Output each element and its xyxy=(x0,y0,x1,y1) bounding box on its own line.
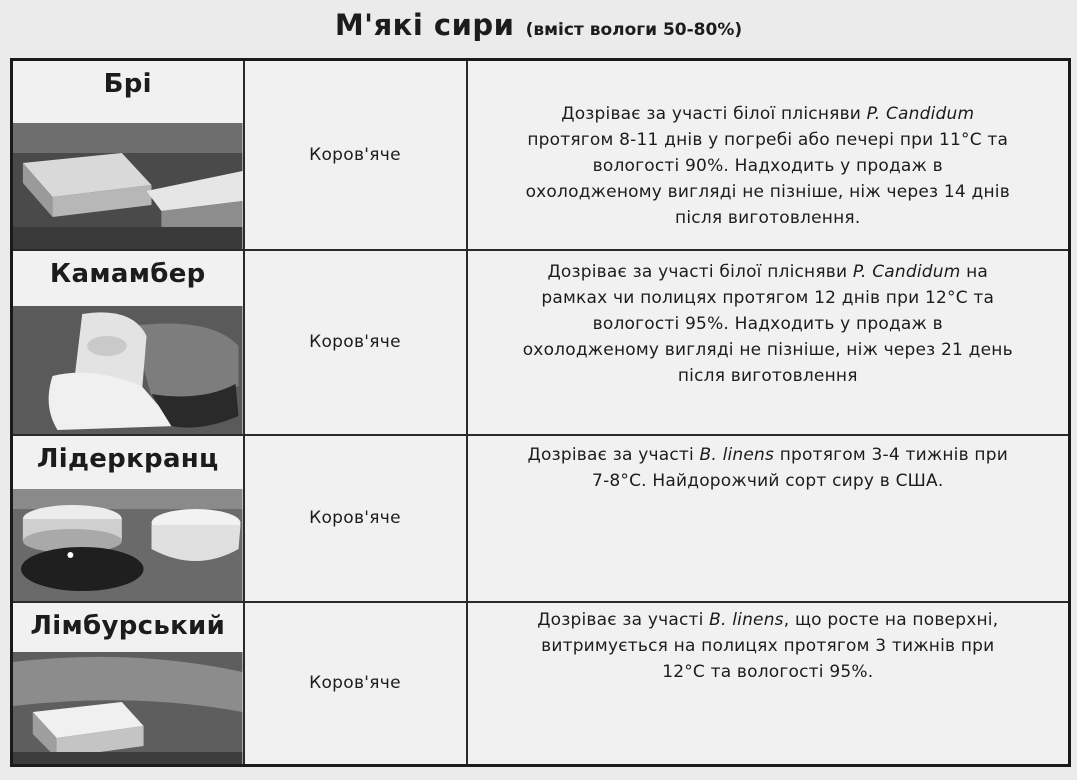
cheese-name-cell xyxy=(12,250,244,435)
cheese-name-cell xyxy=(12,60,244,250)
description-line: охолодженому вигляді не пізніше, ніж через 14 днів xyxy=(525,182,1010,202)
table-row xyxy=(12,60,1070,250)
milk-type: Коров'яче xyxy=(309,508,401,528)
description-line: Дозріває за участі B. linens протягом 3-4 тижнів при xyxy=(527,444,1008,465)
description-line: 12°С та вологості 95%. xyxy=(662,661,874,682)
table-row xyxy=(12,435,1070,602)
description-line: Дозріває за участі білої плісняви P. Candidum xyxy=(561,104,975,124)
description-line: після виготовлення. xyxy=(675,208,861,228)
limburger-photo xyxy=(13,652,243,764)
table-row xyxy=(12,602,1070,766)
description-line: вологості 95%. Надходить у продаж в xyxy=(592,313,943,334)
milk-type-cell xyxy=(244,250,467,435)
description-line: вологості 90%. Надходить у продаж в xyxy=(592,156,943,176)
description-line: Дозріває за участі білої плісняви P. Candidum на xyxy=(547,261,989,282)
description-line: рамках чи полицях протягом 12 днів при 12°С та xyxy=(541,287,995,308)
title-moisture-note: (вміст вологи 50-80%) xyxy=(525,20,743,40)
cheese-name-cell xyxy=(12,435,244,602)
description-line: протягом 8-11 днів у погребі або печері при 11°С та xyxy=(527,130,1009,150)
milk-type: Коров'яче xyxy=(309,332,401,352)
cheese-name: Лімбурський xyxy=(30,610,226,641)
cheese-name: Брі xyxy=(103,69,152,99)
description-cell xyxy=(467,250,1070,435)
description-line: охолодженому вигляді не пізніше, ніж через 21 день xyxy=(522,339,1013,360)
cheese-name: Камамбер xyxy=(49,258,206,289)
liederkranz-photo xyxy=(13,489,243,601)
cheese-name: Лідеркранц xyxy=(36,443,219,474)
description-cell xyxy=(467,602,1070,766)
description-line: 7-8°С. Найдорожчий сорт сиру в США. xyxy=(592,470,944,491)
milk-type-cell xyxy=(244,435,467,602)
description-line: після виготовлення xyxy=(677,365,858,386)
cheese-table xyxy=(10,58,1071,767)
page-title xyxy=(0,8,1077,42)
milk-type: Коров'яче xyxy=(309,144,401,165)
brie-photo xyxy=(13,123,243,249)
table-row xyxy=(12,250,1070,435)
description-cell xyxy=(467,435,1070,602)
description-cell xyxy=(467,60,1070,250)
milk-type-cell xyxy=(244,60,467,250)
milk-type-cell xyxy=(244,602,467,766)
description-line: витримується на полицях протягом 3 тижнів при xyxy=(541,635,995,656)
camembert-photo xyxy=(13,306,243,434)
cheese-name-cell xyxy=(12,602,244,766)
milk-type: Коров'яче xyxy=(309,673,401,694)
title-main: М'які сири xyxy=(334,8,515,42)
description-line: Дозріває за участі B. linens, що росте на поверхні, xyxy=(537,609,999,630)
